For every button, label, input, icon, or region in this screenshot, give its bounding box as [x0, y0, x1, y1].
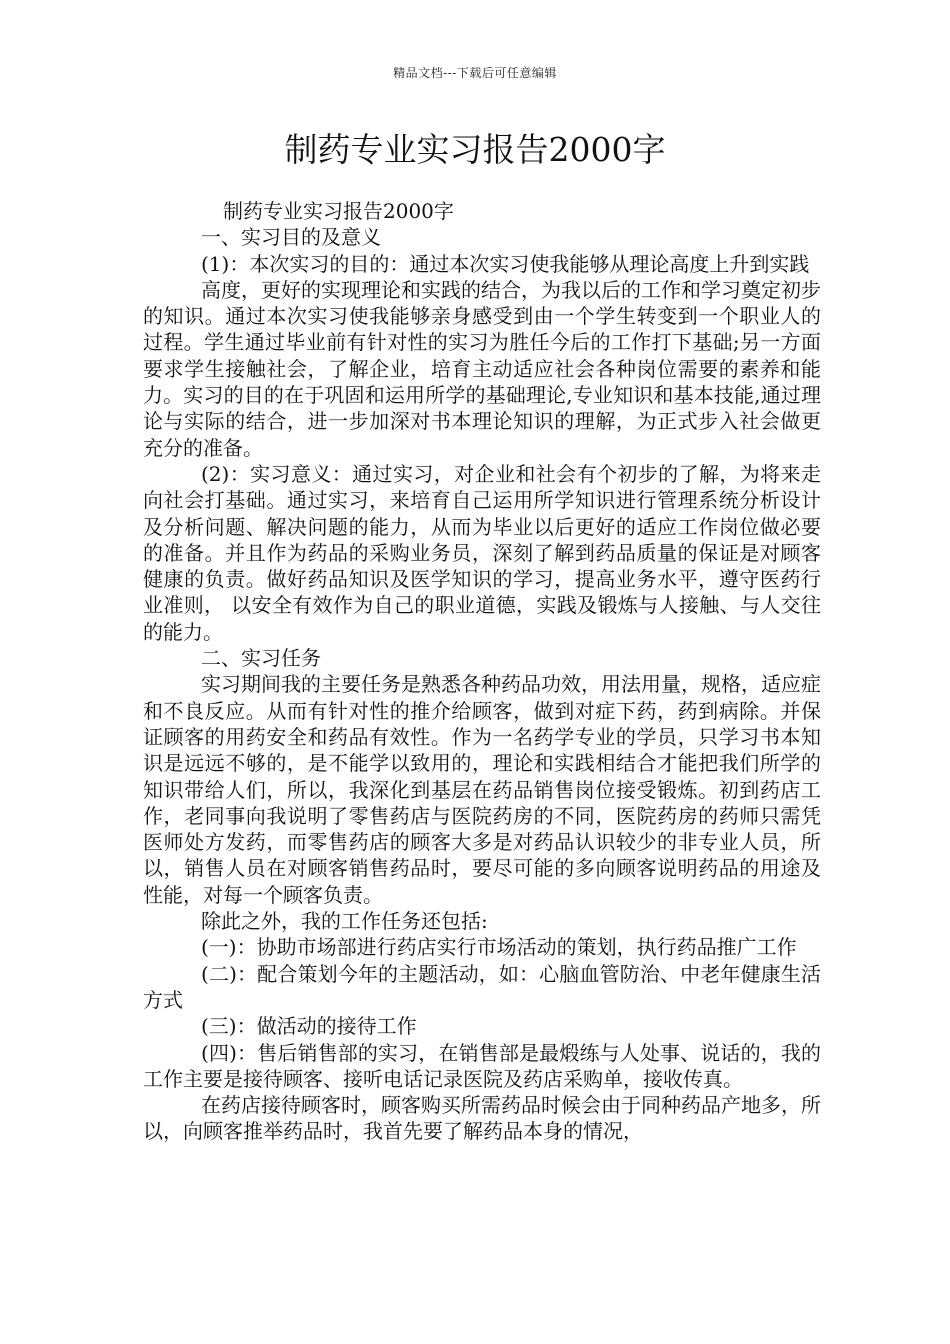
paragraph: 在药店接待顾客时，顾客购买所需药品时候会由于同种药品产地多，所以，向顾客推举药品时，我首先要了解药品本身的情况，	[143, 1093, 821, 1144]
list-item: (二)：配合策划今年的主题活动，如：心脑血管防治、中老年健康生活方式	[143, 961, 821, 1012]
list-item: (四)：售后销售部的实习，在销售部是最煅练与人处事、说话的，我的工作主要是接待顾客、接听电话记录医院及药店采购单，接收传真。	[143, 1040, 821, 1091]
paragraph: 制药专业实习报告2000字	[223, 199, 454, 223]
paragraph: (1)：本次实习的目的：通过本次实习使我能够从理论高度上升到实践	[201, 251, 810, 276]
paragraph: 实习期间我的主要任务是熟悉各种药品功效，用法用量，规格，适应症和不良反应。从而有针对性的推介给顾客，做到对症下药，药到病除。并保证顾客的用药安全和药品有效性。作为一名药学专业的学员，只学习书本知识是远远不够的，是不能学以致用的，理论和实践相结合才能把我们所学的知识带给人们，所以，我深化到基层在药品销售岗位接受锻炼。初到药店工作，老同事向我说明了零售药店与医院药房的不同，医院药房的药师只需凭医师处方发药，而零售药店的顾客大多是对药品认识较少的非专业人员，所以，销售人员在对顾客销售药品时，要尽可能的多向顾客说明药品的用途及性能，对每一个顾客负责。	[143, 672, 821, 907]
header-note: 精品文档---下载后可任意编辑	[393, 66, 557, 80]
paragraph: (2)：实习意义：通过实习，对企业和社会有个初步的了解，为将来走向社会打基础。通过实习，来培育自己运用所学知识进行管理系统分析设计及分析问题、解决问题的能力，从而为毕业以后更好的适应工作岗位做必要的准备。并且作为药品的采购业务员，深刻了解到药品质量的保证是对顾客健康的负责。做好药品知识及医学知识的学习，提高业务水平，遵守医药行业准则， 以安全有效作为自己的职业道德，实践及锻炼与人接触、与人交往的能力。	[143, 461, 821, 644]
paragraph: 除此之外，我的工作任务还包括:	[201, 909, 488, 934]
paragraph: 高度，更好的实现理论和实践的结合，为我以后的工作和学习奠定初步的知识。通过本次实习使我能够亲身感受到由一个学生转变到一个职业人的过程。学生通过毕业前有针对性的实习为胜任今后的工作打下基础;另一方面要求学生接触社会，了解企业，培育主动适应社会各种岗位需要的素养和能力。实习的目的在于巩固和运用所学的基础理论,专业知识和基本技能,通过理论与实际的结合，进一步加深对书本理论知识的理解，为正式步入社会做更充分的准备。	[143, 277, 821, 460]
list-item: (一)：协助市场部进行药店实行市场活动的策划，执行药品推广工作	[201, 935, 797, 960]
document-body	[143, 198, 821, 1145]
list-item: (三)：做活动的接待工作	[201, 1014, 417, 1039]
section-heading: 二、实习任务	[201, 646, 321, 671]
section-heading: 一、实习目的及意义	[201, 225, 381, 250]
document-title: 制药专业实习报告2000字	[284, 130, 666, 169]
